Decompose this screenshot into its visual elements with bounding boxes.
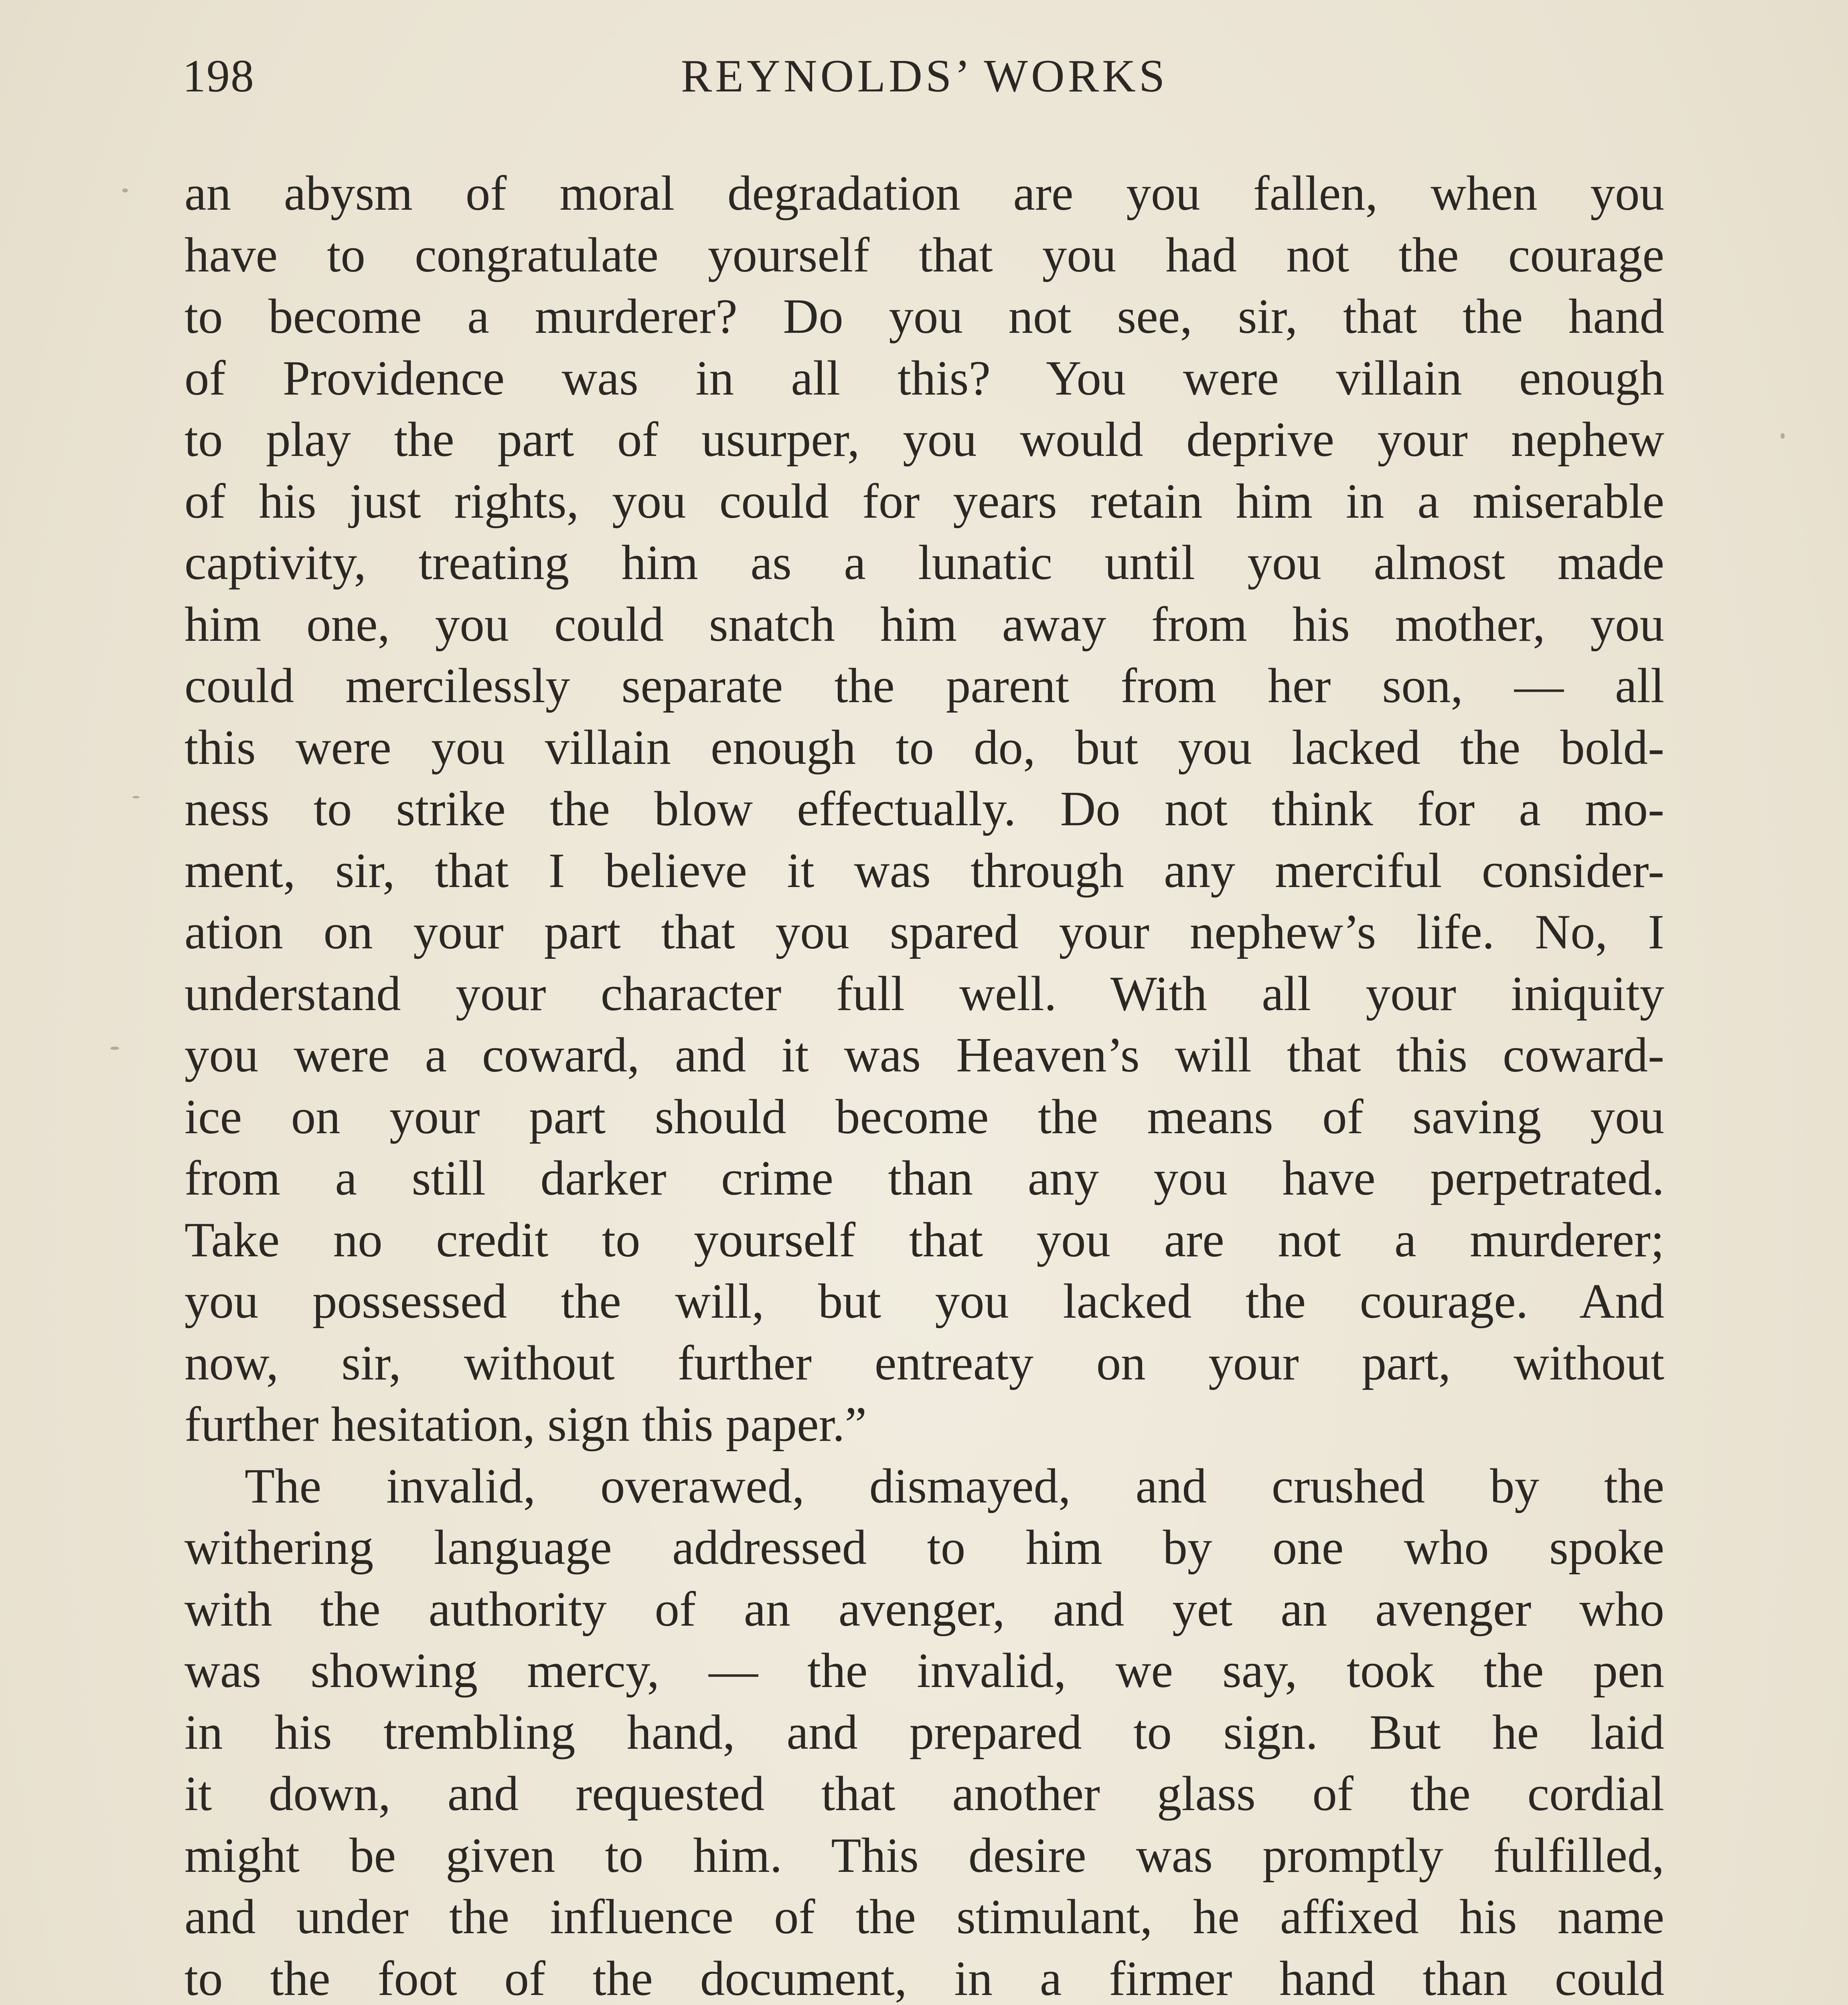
text-line: ness to strike the blow effectually. Do not think for a mo- [184,781,1664,836]
text-line: ment, sir, that I believe it was through any merciful consider- [184,843,1664,898]
text-line: of his just rights, you could for years retain him in a miserable [184,473,1664,529]
text-line: might be given to him. This desire was promptly fulfilled, [184,1827,1664,1883]
text-line: to the foot of the document, in a firmer hand than could [184,1950,1664,2005]
text-line: with the authority of an avenger, and yet an avenger who [184,1581,1664,1636]
body-text [184,162,1664,2005]
text-line: this were you villain enough to do, but you lacked the bold- [184,719,1664,775]
text-line: ice on your part should become the means of saving you [184,1089,1664,1144]
paper-speck [1781,433,1785,439]
text-line: understand your character full well. With all your iniquity [184,966,1664,1021]
running-head: REYNOLDS’ WORKS [681,51,1168,102]
paragraph-end-line: further hesitation, sign this paper.” [184,1397,867,1452]
text-line: in his trembling hand, and prepared to sign. But he laid [184,1704,1664,1760]
text-line: of Providence was in all this? You were villain enough [184,350,1664,405]
paragraph-start-line: The invalid, overawed, dismayed, and crushed by the [245,1458,1664,1513]
paper-speck [132,796,140,798]
text-line: to become a murderer? Do you not see, sir, that the hand [184,289,1664,344]
text-line: withering language addressed to him by one who spoke [184,1520,1664,1575]
text-line: Take no credit to yourself that you are not a murderer; [184,1212,1664,1267]
text-line: you possessed the will, but you lacked the courage. And [184,1274,1664,1329]
paper-speck [110,1047,119,1050]
text-line: it down, and requested that another glass of the cordial [184,1766,1664,1821]
text-line: you were a coward, and it was Heaven’s will that this coward- [184,1027,1664,1082]
paper-speck [122,188,128,192]
text-line: and under the influence of the stimulant, he affixed his name [184,1889,1664,1944]
text-line: was showing mercy, — the invalid, we say, took the pen [184,1643,1664,1698]
page-number: 198 [182,51,255,102]
text-line: ation on your part that you spared your nephew’s life. No, I [184,904,1664,959]
text-line: now, sir, without further entreaty on your part, without [184,1335,1664,1390]
text-line: could mercilessly separate the parent from her son, — all [184,658,1664,713]
text-line: an abysm of moral degradation are you fallen, when you [184,166,1664,221]
page-header [182,44,1666,108]
text-line: have to congratulate yourself that you had not the courage [184,227,1664,282]
text-line: captivity, treating him as a lunatic until you almost made [184,535,1664,590]
text-line: him one, you could snatch him away from his mother, you [184,596,1664,652]
text-line: from a still darker crime than any you have perpetrated. [184,1150,1664,1205]
text-line: to play the part of usurper, you would deprive your nephew [184,412,1664,467]
